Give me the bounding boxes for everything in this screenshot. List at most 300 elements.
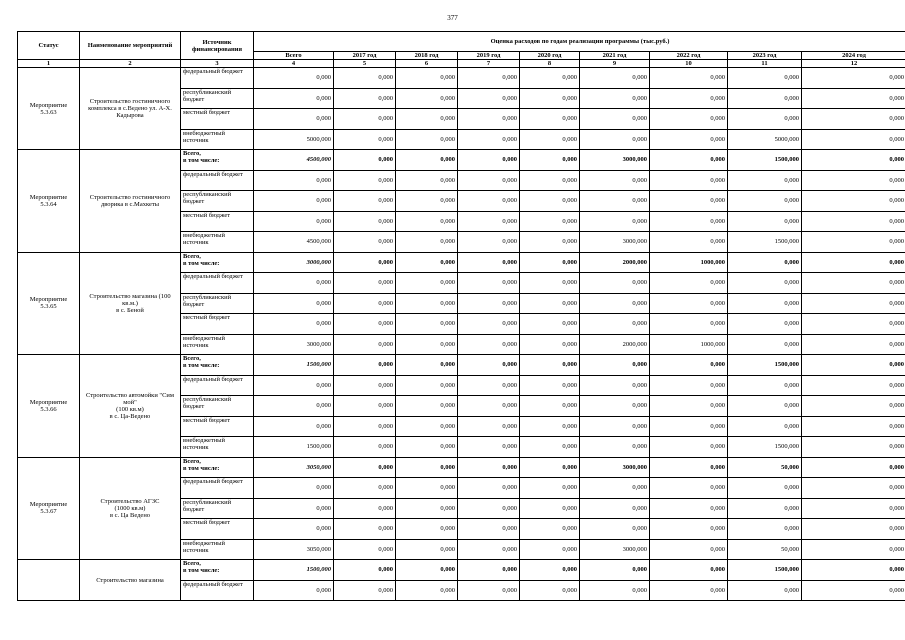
amount-year: 3000,000: [580, 150, 650, 171]
col-header-estimate: Оценка расходов по годам реализации программы (тыс.руб.): [254, 32, 905, 52]
amount-year: 0,000: [650, 129, 728, 150]
amount-year: 0,000: [396, 273, 458, 294]
amount-total: 3050,000: [254, 457, 334, 478]
amount-year: 0,000: [580, 560, 650, 581]
funding-source: Всего, в том числе:: [181, 560, 254, 581]
amount-year: 0,000: [458, 375, 520, 396]
amount-total: 1500,000: [254, 560, 334, 581]
amount-year: 0,000: [580, 498, 650, 519]
amount-year: 0,000: [728, 273, 802, 294]
col-number: 9: [580, 60, 650, 68]
col-number: 7: [458, 60, 520, 68]
amount-year: 0,000: [728, 211, 802, 232]
amount-year: 0,000: [580, 580, 650, 601]
amount-year: 0,000: [580, 109, 650, 130]
amount-year: 0,000: [650, 580, 728, 601]
amount-year: 0,000: [728, 519, 802, 540]
amount-year: 0,000: [728, 109, 802, 130]
amount-year: 0,000: [334, 396, 396, 417]
col-number: 5: [334, 60, 396, 68]
amount-total: 3000,000: [254, 334, 334, 355]
amount-year: 3000,000: [580, 457, 650, 478]
amount-year: 0,000: [650, 498, 728, 519]
amount-year: 0,000: [520, 457, 580, 478]
amount-year: 0,000: [458, 457, 520, 478]
table-row: [18, 252, 905, 273]
amount-year: 0,000: [334, 150, 396, 171]
amount-year: 0,000: [580, 314, 650, 335]
amount-year: 0,000: [334, 314, 396, 335]
amount-total: 0,000: [254, 519, 334, 540]
amount-year: 0,000: [334, 498, 396, 519]
amount-total: 0,000: [254, 416, 334, 437]
amount-year: 0,000: [580, 129, 650, 150]
amount-total: 1500,000: [254, 437, 334, 458]
amount-year: 0,000: [728, 498, 802, 519]
amount-year: 0,000: [396, 293, 458, 314]
amount-total: 0,000: [254, 375, 334, 396]
amount-year: 0,000: [802, 109, 905, 130]
table-row: [18, 457, 905, 478]
amount-year: 0,000: [802, 293, 905, 314]
amount-year: 0,000: [396, 129, 458, 150]
amount-year: 0,000: [520, 560, 580, 581]
amount-year: 0,000: [580, 416, 650, 437]
amount-year: 0,000: [458, 355, 520, 376]
col-header-year: 2019 год: [458, 52, 520, 60]
amount-year: 0,000: [458, 314, 520, 335]
amount-year: 0,000: [728, 416, 802, 437]
amount-year: 0,000: [650, 560, 728, 581]
funding-source: федеральный бюджет: [181, 170, 254, 191]
amount-year: 0,000: [650, 519, 728, 540]
amount-year: 0,000: [520, 232, 580, 253]
amount-year: 0,000: [728, 293, 802, 314]
amount-year: 0,000: [802, 68, 905, 89]
activity-name: Строительство магазина: [80, 560, 181, 601]
amount-year: 0,000: [396, 334, 458, 355]
amount-year: 0,000: [396, 355, 458, 376]
col-number: 12: [802, 60, 905, 68]
amount-year: 0,000: [396, 375, 458, 396]
amount-year: 0,000: [334, 232, 396, 253]
activity-name: Строительство магазина (100 кв.м.) в с. Беной: [80, 252, 181, 355]
activity-name: Строительство гостиничного комплекса в с.Ведено ул. А-Х. Кадырова: [80, 68, 181, 150]
amount-year: 0,000: [520, 191, 580, 212]
amount-total: 0,000: [254, 293, 334, 314]
funding-source: Всего, в том числе:: [181, 355, 254, 376]
amount-year: 0,000: [520, 539, 580, 560]
amount-total: 0,000: [254, 191, 334, 212]
amount-year: 0,000: [334, 539, 396, 560]
amount-year: 0,000: [458, 150, 520, 171]
amount-year: 0,000: [396, 252, 458, 273]
amount-year: 0,000: [728, 252, 802, 273]
col-header-total: Всего: [254, 52, 334, 60]
col-header-status: Статус: [18, 32, 80, 60]
amount-total: 4500,000: [254, 232, 334, 253]
amount-year: 50,000: [728, 457, 802, 478]
amount-year: 0,000: [458, 211, 520, 232]
amount-year: 0,000: [396, 232, 458, 253]
funding-source: Всего, в том числе:: [181, 252, 254, 273]
funding-source: местный бюджет: [181, 416, 254, 437]
funding-source: республиканский бюджет: [181, 293, 254, 314]
amount-year: 1000,000: [650, 334, 728, 355]
amount-year: 0,000: [650, 88, 728, 109]
amount-year: 0,000: [802, 150, 905, 171]
amount-year: 0,000: [650, 273, 728, 294]
amount-year: 0,000: [802, 519, 905, 540]
amount-year: 0,000: [520, 252, 580, 273]
funding-source: местный бюджет: [181, 519, 254, 540]
amount-total: 0,000: [254, 580, 334, 601]
col-header-year: 2018 год: [396, 52, 458, 60]
amount-year: 0,000: [802, 498, 905, 519]
amount-total: 0,000: [254, 88, 334, 109]
amount-year: 0,000: [458, 252, 520, 273]
amount-year: 0,000: [520, 293, 580, 314]
amount-year: 0,000: [728, 68, 802, 89]
col-number: 10: [650, 60, 728, 68]
amount-year: 50,000: [728, 539, 802, 560]
col-number: 2: [80, 60, 181, 68]
amount-year: 0,000: [396, 416, 458, 437]
amount-year: 0,000: [334, 519, 396, 540]
amount-year: 0,000: [520, 334, 580, 355]
amount-year: 0,000: [334, 560, 396, 581]
amount-year: 0,000: [458, 293, 520, 314]
amount-year: 0,000: [580, 88, 650, 109]
amount-year: 0,000: [334, 416, 396, 437]
amount-year: 0,000: [396, 457, 458, 478]
amount-year: 0,000: [334, 580, 396, 601]
amount-year: 0,000: [728, 334, 802, 355]
amount-year: 0,000: [458, 88, 520, 109]
amount-year: 0,000: [396, 539, 458, 560]
amount-year: 0,000: [580, 170, 650, 191]
amount-year: 0,000: [396, 314, 458, 335]
activity-status: [18, 560, 80, 601]
activity-status: Мероприятие 5.3.63: [18, 68, 80, 150]
funding-source: местный бюджет: [181, 109, 254, 130]
amount-year: 0,000: [802, 457, 905, 478]
funding-source: местный бюджет: [181, 314, 254, 335]
amount-year: 0,000: [334, 252, 396, 273]
amount-year: 0,000: [802, 375, 905, 396]
amount-year: 1500,000: [728, 355, 802, 376]
amount-year: 0,000: [334, 457, 396, 478]
amount-year: 3000,000: [580, 232, 650, 253]
amount-year: 0,000: [650, 109, 728, 130]
amount-year: 0,000: [458, 191, 520, 212]
amount-total: 1500,000: [254, 355, 334, 376]
amount-year: 0,000: [396, 478, 458, 499]
amount-year: 0,000: [520, 129, 580, 150]
table-row: [18, 68, 905, 89]
amount-year: 0,000: [520, 396, 580, 417]
amount-year: 1500,000: [728, 560, 802, 581]
amount-year: 0,000: [458, 478, 520, 499]
col-number: 11: [728, 60, 802, 68]
amount-total: 3050,000: [254, 539, 334, 560]
amount-year: 0,000: [650, 437, 728, 458]
amount-year: 0,000: [650, 293, 728, 314]
amount-year: 0,000: [650, 191, 728, 212]
amount-year: 0,000: [396, 580, 458, 601]
amount-year: 3000,000: [580, 539, 650, 560]
amount-year: 0,000: [396, 68, 458, 89]
activity-name: Строительство АГЗС (1000 кв.м) в с. Ца Ведено: [80, 457, 181, 560]
amount-year: 0,000: [650, 457, 728, 478]
amount-year: 0,000: [458, 437, 520, 458]
amount-year: 0,000: [396, 170, 458, 191]
amount-year: 1500,000: [728, 150, 802, 171]
col-header-year: 2021 год: [580, 52, 650, 60]
funding-source: местный бюджет: [181, 211, 254, 232]
amount-year: 0,000: [650, 211, 728, 232]
amount-year: 0,000: [580, 273, 650, 294]
amount-year: 0,000: [458, 580, 520, 601]
amount-year: 0,000: [396, 88, 458, 109]
amount-year: 0,000: [802, 396, 905, 417]
amount-year: 0,000: [520, 355, 580, 376]
amount-year: 0,000: [650, 355, 728, 376]
amount-year: 0,000: [334, 375, 396, 396]
funding-source: федеральный бюджет: [181, 375, 254, 396]
amount-year: 0,000: [802, 355, 905, 376]
amount-total: 0,000: [254, 478, 334, 499]
funding-source: внебюджетный источник: [181, 539, 254, 560]
amount-year: 0,000: [802, 416, 905, 437]
amount-year: 0,000: [580, 437, 650, 458]
funding-source: республиканский бюджет: [181, 396, 254, 417]
amount-year: 1500,000: [728, 232, 802, 253]
amount-year: 0,000: [650, 170, 728, 191]
amount-year: 0,000: [334, 88, 396, 109]
amount-year: 0,000: [334, 109, 396, 130]
table-row: [18, 355, 905, 376]
amount-year: 0,000: [458, 170, 520, 191]
amount-year: 0,000: [458, 109, 520, 130]
amount-year: 5000,000: [728, 129, 802, 150]
amount-year: 0,000: [650, 150, 728, 171]
amount-year: 0,000: [520, 416, 580, 437]
amount-year: 0,000: [520, 580, 580, 601]
amount-year: 0,000: [728, 314, 802, 335]
amount-year: 0,000: [396, 498, 458, 519]
amount-year: 0,000: [334, 293, 396, 314]
funding-source: внебюджетный источник: [181, 334, 254, 355]
amount-year: 0,000: [334, 437, 396, 458]
amount-total: 0,000: [254, 498, 334, 519]
col-header-year: 2017 год: [334, 52, 396, 60]
activity-name: Строительство автомойки "Сим мой" (100 кв.м) в с. Ца-Ведено: [80, 355, 181, 458]
amount-year: 0,000: [334, 478, 396, 499]
amount-year: 0,000: [728, 580, 802, 601]
amount-total: 3000,000: [254, 252, 334, 273]
amount-year: 0,000: [334, 68, 396, 89]
budget-table: [17, 31, 905, 601]
col-number: 4: [254, 60, 334, 68]
amount-year: 0,000: [396, 109, 458, 130]
amount-total: 0,000: [254, 396, 334, 417]
amount-year: 0,000: [802, 314, 905, 335]
amount-year: 0,000: [580, 396, 650, 417]
amount-year: 0,000: [396, 437, 458, 458]
amount-year: 0,000: [802, 211, 905, 232]
activity-name: Строительство гостиничного дворика в с.Махкеты: [80, 150, 181, 253]
amount-year: 0,000: [458, 416, 520, 437]
amount-year: 0,000: [396, 519, 458, 540]
amount-year: 0,000: [580, 68, 650, 89]
amount-year: 2000,000: [580, 334, 650, 355]
amount-year: 0,000: [520, 211, 580, 232]
amount-year: 0,000: [520, 498, 580, 519]
amount-year: 0,000: [458, 334, 520, 355]
amount-year: 0,000: [458, 129, 520, 150]
table-body: [18, 68, 905, 601]
amount-year: 0,000: [520, 88, 580, 109]
amount-year: 0,000: [650, 375, 728, 396]
amount-year: 0,000: [802, 437, 905, 458]
amount-year: 2000,000: [580, 252, 650, 273]
amount-total: 0,000: [254, 273, 334, 294]
amount-year: 0,000: [520, 519, 580, 540]
amount-year: 0,000: [458, 539, 520, 560]
amount-year: 0,000: [650, 539, 728, 560]
amount-year: 0,000: [650, 232, 728, 253]
amount-year: 0,000: [802, 129, 905, 150]
amount-year: 0,000: [334, 211, 396, 232]
amount-year: 0,000: [458, 519, 520, 540]
amount-year: 0,000: [396, 150, 458, 171]
amount-year: 0,000: [728, 170, 802, 191]
amount-total: 0,000: [254, 170, 334, 191]
amount-total: 0,000: [254, 68, 334, 89]
funding-source: федеральный бюджет: [181, 273, 254, 294]
col-number: 1: [18, 60, 80, 68]
amount-year: 0,000: [802, 252, 905, 273]
amount-year: 0,000: [802, 334, 905, 355]
funding-source: внебюджетный источник: [181, 129, 254, 150]
amount-year: 0,000: [334, 129, 396, 150]
amount-year: 0,000: [802, 478, 905, 499]
amount-total: 0,000: [254, 211, 334, 232]
table-row: [18, 560, 905, 581]
activity-status: Мероприятие 5.3.65: [18, 252, 80, 355]
amount-year: 0,000: [458, 396, 520, 417]
amount-year: 0,000: [650, 314, 728, 335]
amount-year: 0,000: [334, 334, 396, 355]
funding-source: Всего, в том числе:: [181, 457, 254, 478]
amount-year: 0,000: [458, 560, 520, 581]
table-row: [18, 150, 905, 171]
amount-year: 0,000: [580, 211, 650, 232]
amount-year: 1000,000: [650, 252, 728, 273]
amount-year: 0,000: [334, 170, 396, 191]
amount-year: 0,000: [458, 273, 520, 294]
col-number: 3: [181, 60, 254, 68]
amount-year: 0,000: [802, 88, 905, 109]
amount-year: 0,000: [458, 68, 520, 89]
amount-year: 0,000: [520, 375, 580, 396]
amount-year: 0,000: [520, 478, 580, 499]
col-header-year: 2020 год: [520, 52, 580, 60]
amount-year: 0,000: [650, 478, 728, 499]
amount-year: 0,000: [396, 211, 458, 232]
activity-status: Мероприятие 5.3.67: [18, 457, 80, 560]
amount-year: 0,000: [520, 170, 580, 191]
col-header-year: 2024 год: [802, 52, 905, 60]
col-number: 8: [520, 60, 580, 68]
amount-year: 0,000: [802, 580, 905, 601]
funding-source: внебюджетный источник: [181, 437, 254, 458]
col-number: 6: [396, 60, 458, 68]
amount-year: 0,000: [520, 68, 580, 89]
amount-year: 0,000: [520, 437, 580, 458]
funding-source: внебюджетный источник: [181, 232, 254, 253]
amount-year: 0,000: [802, 191, 905, 212]
funding-source: Всего, в том числе:: [181, 150, 254, 171]
amount-year: 0,000: [396, 396, 458, 417]
amount-year: 0,000: [580, 293, 650, 314]
amount-year: 0,000: [396, 191, 458, 212]
amount-year: 0,000: [580, 355, 650, 376]
amount-year: 0,000: [650, 68, 728, 89]
amount-year: 0,000: [458, 498, 520, 519]
amount-year: 0,000: [802, 560, 905, 581]
funding-source: республиканский бюджет: [181, 88, 254, 109]
col-header-name: Наименование мероприятий: [80, 32, 181, 60]
amount-year: 1500,000: [728, 437, 802, 458]
amount-year: 0,000: [728, 88, 802, 109]
amount-total: 5000,000: [254, 129, 334, 150]
amount-year: 0,000: [334, 273, 396, 294]
amount-total: 4500,000: [254, 150, 334, 171]
amount-year: 0,000: [802, 539, 905, 560]
amount-total: 0,000: [254, 314, 334, 335]
amount-year: 0,000: [458, 232, 520, 253]
amount-year: 0,000: [802, 170, 905, 191]
funding-source: республиканский бюджет: [181, 191, 254, 212]
amount-year: 0,000: [396, 560, 458, 581]
amount-year: 0,000: [520, 273, 580, 294]
amount-year: 0,000: [334, 355, 396, 376]
amount-year: 0,000: [728, 375, 802, 396]
amount-year: 0,000: [580, 478, 650, 499]
amount-year: 0,000: [334, 191, 396, 212]
amount-year: 0,000: [728, 478, 802, 499]
funding-source: федеральный бюджет: [181, 68, 254, 89]
funding-source: республиканский бюджет: [181, 498, 254, 519]
col-header-source: Источник финансирования: [181, 32, 254, 60]
amount-year: 0,000: [802, 232, 905, 253]
amount-year: 0,000: [802, 273, 905, 294]
page-number: 377: [447, 14, 458, 22]
amount-year: 0,000: [650, 396, 728, 417]
col-header-year: 2023 год: [728, 52, 802, 60]
col-header-year: 2022 год: [650, 52, 728, 60]
amount-year: 0,000: [520, 109, 580, 130]
funding-source: федеральный бюджет: [181, 478, 254, 499]
amount-year: 0,000: [520, 314, 580, 335]
amount-year: 0,000: [520, 150, 580, 171]
funding-source: федеральный бюджет: [181, 580, 254, 601]
amount-year: 0,000: [580, 375, 650, 396]
amount-year: 0,000: [580, 191, 650, 212]
activity-status: Мероприятие 5.3.64: [18, 150, 80, 253]
